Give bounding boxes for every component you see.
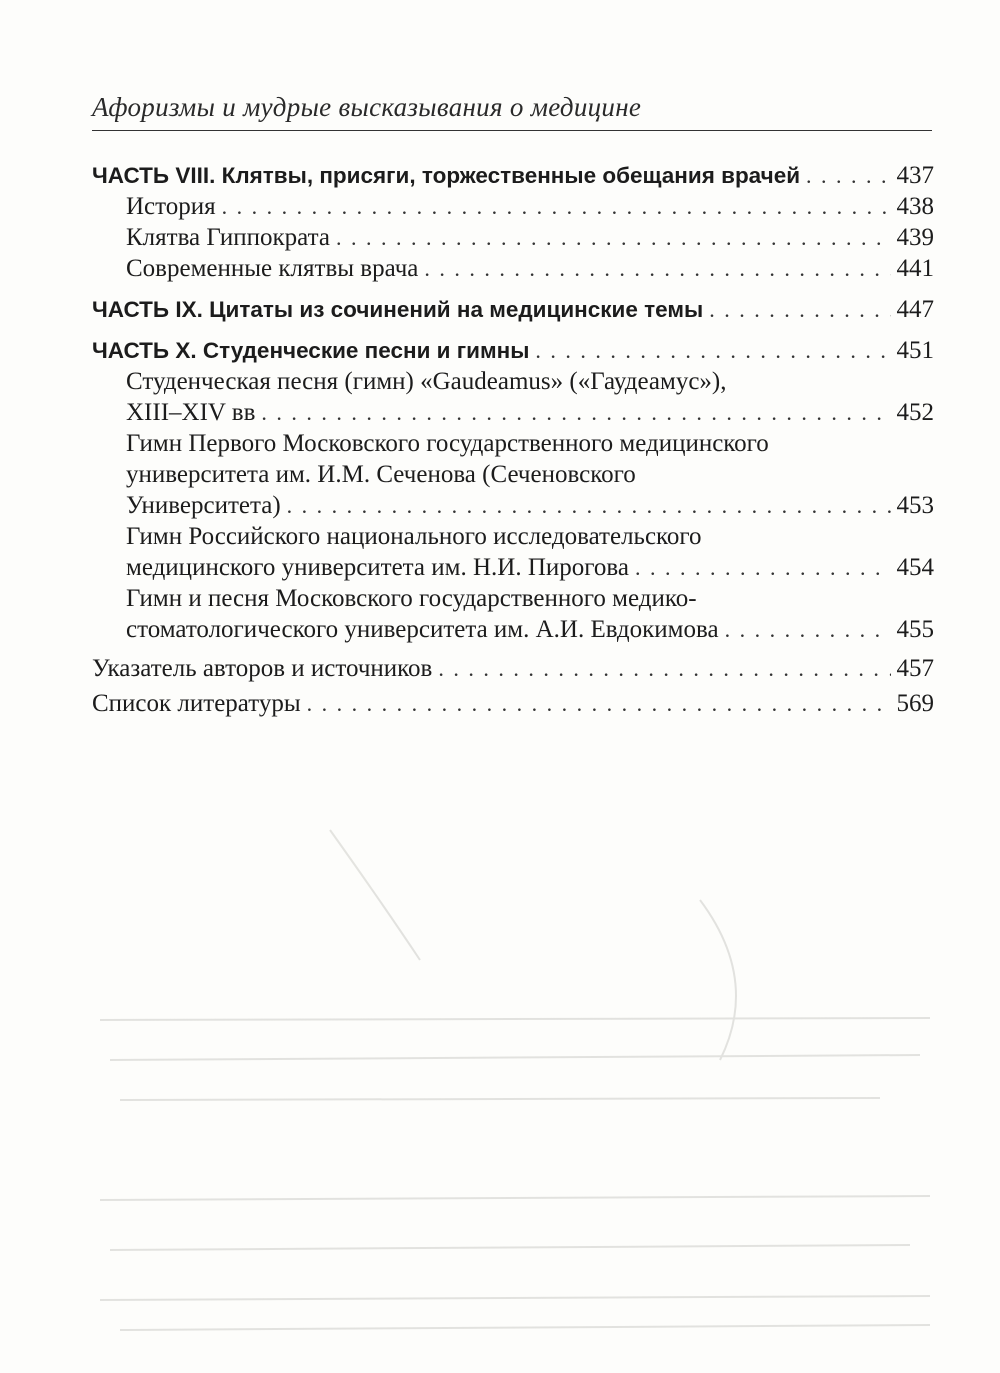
dot-leader (424, 253, 890, 284)
toc-entry-title-line: Список литературы (92, 690, 301, 717)
dot-leader (725, 614, 891, 645)
toc-entry-title-line: ЧАСТЬ IX. Цитаты из сочинений на медицинские темы (92, 297, 704, 322)
header-rule (92, 130, 932, 131)
dot-leader (535, 335, 890, 366)
toc-page-number: 437 (896, 162, 934, 189)
toc-entry-title-line: Университета) (126, 492, 281, 519)
toc-entry-title-line: Современные клятвы врача (126, 255, 419, 282)
toc-page-number: 441 (896, 255, 934, 282)
toc-entry (92, 335, 934, 366)
toc-entry-title-line: Указатель авторов и источников (92, 655, 433, 682)
toc-entry-title-line: Гимн Российского национального исследовательского (126, 523, 702, 550)
toc-entry-title-line: медицинского университета им. Н.И. Пирогова (126, 554, 629, 581)
dot-leader (307, 688, 891, 719)
dot-leader (438, 653, 890, 684)
toc-entry-title-line: ЧАСТЬ X. Студенческие песни и гимны (92, 338, 530, 363)
toc-entry (92, 521, 934, 583)
toc-entry-title-line: Клятва Гиппократа (126, 224, 330, 251)
toc-entry (92, 222, 934, 253)
toc-entry (92, 160, 934, 191)
toc-page-number: 457 (896, 655, 934, 682)
toc-page-number: 455 (896, 616, 934, 643)
toc-entry (92, 653, 934, 684)
toc-entry (92, 688, 934, 719)
toc-page-number: 454 (896, 554, 934, 581)
toc-entry (92, 294, 934, 325)
toc-entry-title-line: Гимн Первого Московского государственного медицинского (126, 430, 769, 457)
toc-entry (92, 253, 934, 284)
toc-page-number: 451 (896, 337, 934, 364)
toc-entry-title-line: История (126, 193, 216, 220)
toc-entry (92, 366, 934, 428)
toc-page-number: 439 (896, 224, 934, 251)
toc-entry (92, 428, 934, 521)
toc-entry-title-line: стоматологического университета им. А.И. Евдокимова (126, 616, 719, 643)
toc-entry (92, 583, 934, 645)
running-head: Афоризмы и мудрые высказывания о медицине (92, 92, 642, 122)
toc-entry-title-line: Студенческая песня (гимн) «Gaudeamus» («Гаудеамус»), (126, 368, 727, 395)
toc-page-number: 438 (896, 193, 934, 220)
dot-leader (222, 191, 891, 222)
toc-page-number: 447 (896, 296, 934, 323)
dot-leader (806, 160, 890, 191)
toc-page-number: 452 (896, 399, 934, 426)
toc-page-number: 453 (896, 492, 934, 519)
dot-leader (336, 222, 891, 253)
toc-entry-title-line: Гимн и песня Московского государственного медико- (126, 585, 697, 612)
dot-leader (709, 294, 890, 325)
toc-entry (92, 191, 934, 222)
toc-entry-title-line: XIII–XIV вв (126, 399, 256, 426)
table-of-contents (92, 160, 934, 719)
dot-leader (287, 490, 891, 521)
dot-leader (261, 397, 890, 428)
toc-entry-title-line: университета им. И.М. Сеченова (Сеченовского (126, 461, 636, 488)
toc-entry-title-line: ЧАСТЬ VIII. Клятвы, присяги, торжественные обещания врачей (92, 163, 801, 188)
toc-page-number: 569 (896, 690, 934, 717)
dot-leader (635, 552, 891, 583)
